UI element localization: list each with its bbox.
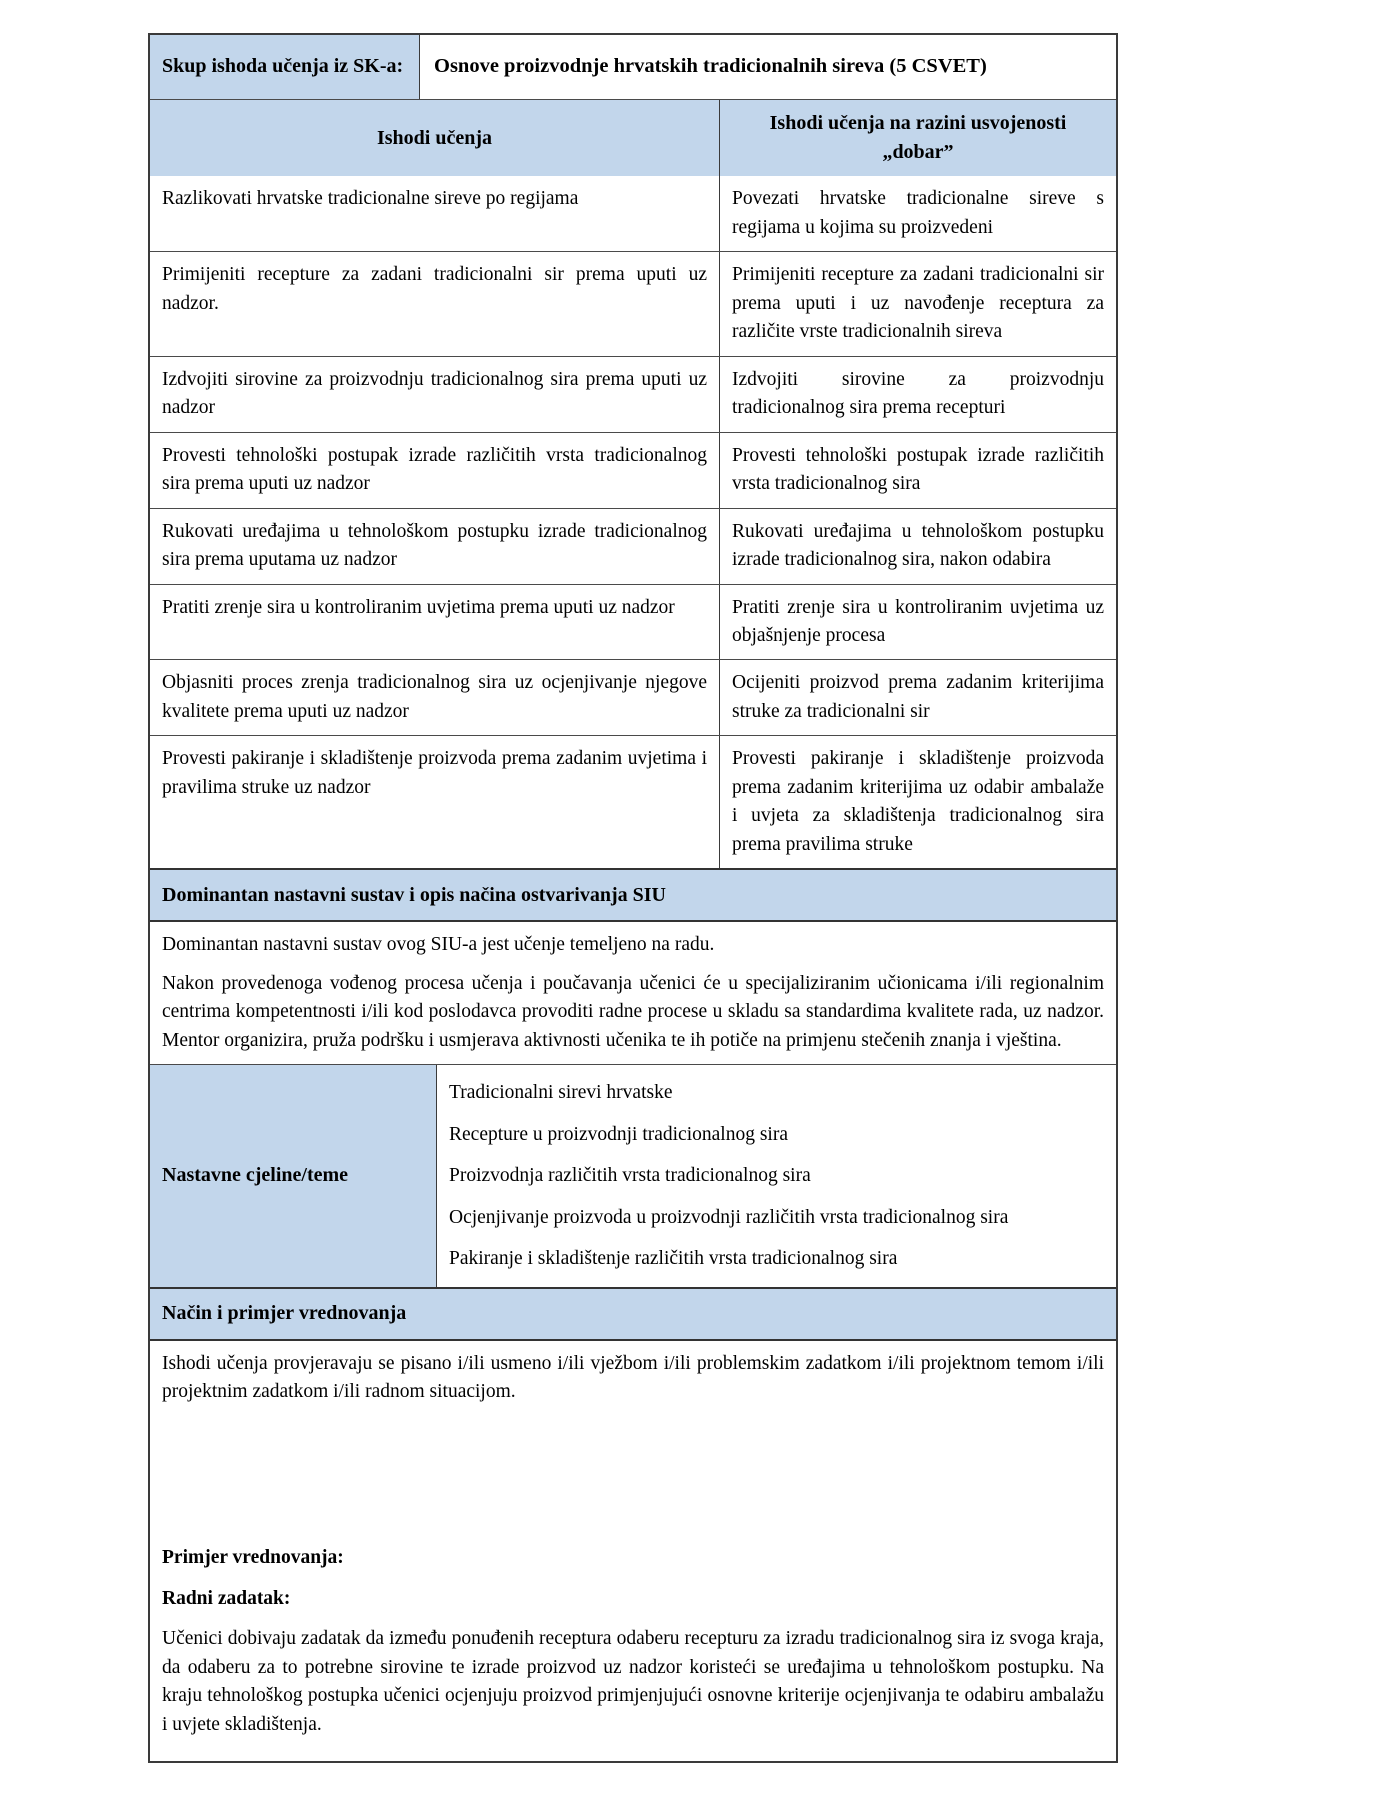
skup-label: Skup ishoda učenja iz SK-a: [150,35,420,99]
outcome-right-cell: Primijeniti recepture za zadani tradicionalni sir prema uputi i uz navođenje receptura za različite vrste tradicionalnih sireva [732,264,1104,343]
vrednovanje-intro: Ishodi učenja provjeravaju se pisano i/ili usmeno i/ili vježbom i/ili problemskim zadatkom i/ili projektnom temom i/ili projektnim zadatkom i/ili radnom situacijom. [162,1352,1104,1402]
cjeline-item: Ocjenjivanje proizvoda u proizvodnji različitih vrsta tradicionalnog sira [449,1206,1009,1228]
dominant-paragraph-2: Nakon provedenoga vođenog procesa učenja i poučavanja učenici će u specijaliziranim učionicama i/ili regionalnim centrima kompetentnosti i/ili kod poslodavca provoditi radne procese u skladu sa standardima kvalitete rada, uz nadzor. Mentor organizira, pruža podršku i usmjerava aktivnosti učenika te ih potiče na primjenu stečenih znanja i vještina. [162,972,1104,1051]
outcome-left-cell: Razlikovati hrvatske tradicionalne sireve po regijama [150,176,720,251]
outcome-left-cell: Objasniti proces zrenja tradicionalnog sira uz ocjenjivanje njegove kvalitete prema uputi uz nadzor [150,660,720,735]
outcome-right-cell: Ocijeniti proizvod prema zadanim kriterijima struke za tradicionalni sir [732,672,1104,722]
outcome-row [150,356,1116,432]
dominant-section-title: Dominantan nastavni sustav i opis načina ostvarivanja SIU [150,870,1116,920]
cjeline-label: Nastavne cjeline/teme [150,1065,437,1286]
curriculum-table [148,33,1118,1763]
outcome-left-cell: Izdvojiti sirovine za proizvodnju tradicionalnog sira prema uputi uz nadzor [150,357,720,432]
cjeline-item: Pakiranje i skladištenje različitih vrsta tradicionalnog sira [449,1248,898,1270]
outcome-right-cell: Provesti tehnološki postupak izrade različitih vrsta tradicionalnog sira [732,444,1104,495]
dominant-paragraph-1: Dominantan nastavni sustav ovog SIU-a jest učenje temeljeno na radu. [162,934,715,956]
vrednovanje-content-cell [150,1341,1116,1761]
dominant-paragraphs-cell [150,922,1116,1064]
outcome-right-cell: Provesti pakiranje i skladištenje proizvoda prema zadanim kriterijima uz odabir ambalaže i uvjeta za skladištenja tradicionalnog sira prema pravilima struke [732,748,1104,855]
outcome-right-cell: Povezati hrvatske tradicionalne sireve s regijama u kojima su proizvedeni [732,188,1104,238]
primjer-vrednovanja-label: Primjer vrednovanja: [162,1547,344,1569]
radni-zadatak-label: Radni zadatak: [162,1587,291,1609]
outcome-left-cell: Rukovati uređajima u tehnološkom postupku izrade tradicionalnog sira prema uputama uz nadzor [150,509,720,584]
outcomes-body [150,176,1116,868]
vrednovanje-content-row [150,1339,1116,1761]
outcome-row [150,508,1116,584]
outcome-left-cell: Provesti tehnološki postupak izrade različitih vrsta tradicionalnog sira prema uputi uz nadzor [150,433,720,508]
outcome-row [150,584,1116,660]
cjeline-list [437,1065,1116,1286]
outcomes-right-header: Ishodi učenja na razini usvojenosti „dobar” [720,100,1116,176]
outcome-row [150,176,1116,251]
outcome-row [150,432,1116,508]
cjeline-item: Recepture u proizvodnji tradicionalnog sira [449,1123,788,1145]
outcome-row [150,735,1116,868]
outcome-right-cell: Izdvojiti sirovine za proizvodnju tradicionalnog sira prema recepturi [732,368,1104,419]
outcome-row [150,251,1116,355]
outcome-left-cell: Primijeniti recepture za zadani tradicionalni sir prema uputi uz nadzor. [150,252,720,355]
cjeline-item: Tradicionalni sirevi hrvatske [449,1082,673,1104]
course-title: Osnove proizvodnje hrvatskih tradicionalnih sireva (5 CSVET) [434,55,987,78]
outcome-right-cell: Rukovati uređajima u tehnološkom postupku izrade tradicionalnog sira, nakon odabira [732,520,1104,571]
outcome-row [150,659,1116,735]
vrednovanje-section-band [150,1287,1116,1339]
outcome-left-cell: Provesti pakiranje i skladištenje proizvoda prema zadanim uvjetima i pravilima struke uz nadzor [150,736,720,868]
dominant-section-band [150,868,1116,920]
cjeline-item: Proizvodnja različitih vrsta tradicionalnog sira [449,1165,811,1187]
outcome-right-cell: Pratiti zrenje sira u kontroliranim uvjetima uz objašnjenje procesa [732,596,1104,646]
radni-zadatak-text: Učenici dobivaju zadatak da između ponuđenih receptura odaberu recepturu za izradu tradicionalnog sira iz svoga kraja, da odaberu za to potrebne sirovine te izrade proizvod uz nadzor koristeći se uređajima u tehnološkom postupku. Na kraju tehnološkog postupka učenici ocjenjuju proizvod primjenjujući osnovne kriterije ocjenjivanja te odabiru ambalažu i uvjete skladištenja. [162,1628,1104,1735]
outcomes-header-row [150,99,1116,176]
cjeline-row [150,1064,1116,1286]
skup-row [150,35,1116,99]
outcomes-left-header: Ishodi učenja [150,100,720,176]
vrednovanje-section-title: Način i primjer vrednovanja [150,1289,1116,1339]
outcome-left-cell: Pratiti zrenje sira u kontroliranim uvjetima prema uputi uz nadzor [150,585,720,660]
dominant-paragraphs-row [150,920,1116,1064]
